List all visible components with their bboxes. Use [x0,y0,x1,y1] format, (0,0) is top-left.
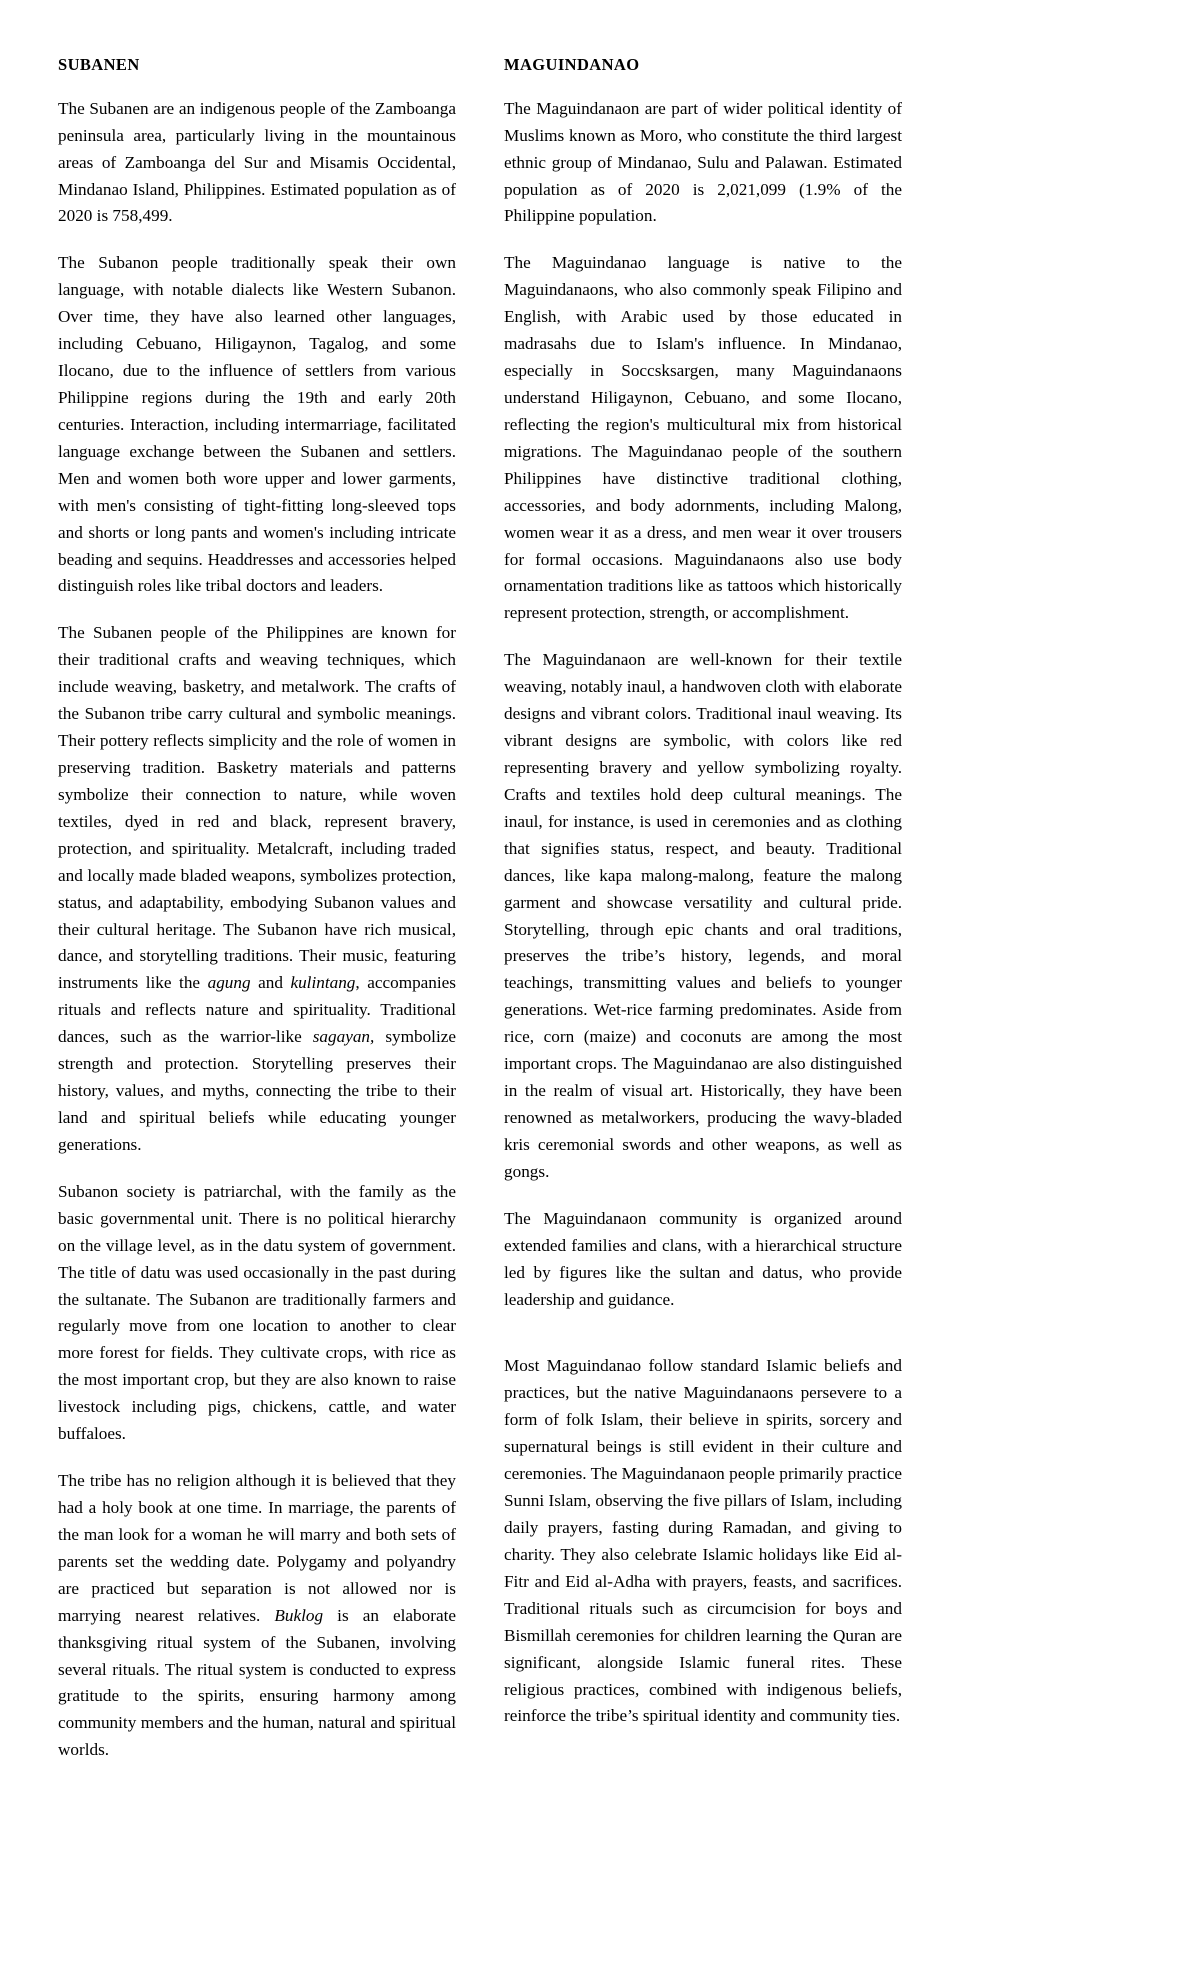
left-paragraph-3-text-c: , accompanies rituals and reflects nature and spirituality. Traditional dances, such as the warrior-like [58,973,456,1047]
right-paragraph-4: The Maguindanaon community is organized around extended families and clans, with a hierarchical structure led by figures like the sultan and datus, who provide leadership and guidance. [504,1208,902,1309]
italic-term-buklog: Buklog [274,1605,324,1625]
left-paragraph-5-text-b: is an elaborate thanksgiving ritual system of the Subanen, involving several rituals. The ritual system is conducted to express gratitude to the spirits, ensuring harmony among community members and the human, natural and spiritual worlds. [58,1605,456,1760]
italic-term-sagayan: sagayan, [312,1027,375,1047]
right-paragraph-5: Most Maguindanao follow standard Islamic beliefs and practices, but the native Maguindanaons persevere to a form of folk Islam, their believe in spirits, sorcery and supernatural beings is still evident in their culture and ceremonies. The Maguindanaon people primarily practice Sunni Islam, observing the five pillars of Islam, including daily prayers, fasting during Ramadan, and giving to charity. They also celebrate Islamic holidays like Eid al-Fitr and Eid al-Adha with prayers, feasts, and sacrifices. Traditional rituals such as circumcision for boys and Bismillah ceremonies for children learning the Quran are significant, alongside Islamic funeral rites. These religious practices, combined with indigenous beliefs, reinforce the tribe’s spiritual identity and community ties. [504,1356,902,1726]
left-paragraph-3 [58,620,456,1158]
left-paragraph-1: The Subanen are an indigenous people of the Zamboanga peninsula area, particularly living in the mountainous areas of Zamboanga del Sur and Misamis Occidental, Mindanao Island, Philippines. Estimated population as of 2020 is 758,499. [58,98,456,226]
two-column-layout [58,55,1140,1764]
italic-term-kulintang: kulintang [290,973,356,993]
right-section-heading: MAGUINDANAO [504,55,640,74]
left-paragraph-2: The Subanon people traditionally speak their own language, with notable dialects like Western Subanon. Over time, they have also learned other languages, including Cebuano, Hiligaynon, Tagalog, and some Ilocano, due to the influence of settlers from various Philippine regions during the 19th and early 20th centuries. Interaction, including intermarriage, facilitated language exchange between the Subanen and settlers. Men and women both wore upper and lower garments, with men's consisting of tight-fitting long-sleeved tops and shorts or long pants and women's including intricate beading and sequins. Headdresses and accessories helped distinguish roles like tribal doctors and leaders. [58,253,456,596]
right-column-maguindanao [504,55,902,1730]
italic-term-agung: agung [207,973,251,993]
right-paragraph-2: The Maguindanao language is native to the Maguindanaons, who also commonly speak Filipino and English, with Arabic used by those educated in madrasahs due to Islam's influence. In Mindanao, especially in Soccsksargen, many Maguindanaons understand Hiligaynon, Cebuano, and some Ilocano, reflecting the region's multicultural mix from historical migrations. The Maguindanao people of the southern Philippines have distinctive traditional clothing, accessories, and body adornments, including Malong, women wear it as a dress, and men wear it over trousers for formal occasions. Maguindanaons also use body ornamentation traditions like as tattoos which historically represent protection, strength, or accomplishment. [504,253,902,623]
right-paragraph-3: The Maguindanaon are well-known for their textile weaving, notably inaul, a handwoven cloth with elaborate designs and vibrant colors. Traditional inaul weaving. Its vibrant designs are symbolic, with colors like red representing bravery and yellow symbolizing royalty. Crafts and textiles hold deep cultural meanings. The inaul, for instance, is used in ceremonies and as clothing that signifies status, respect, and beauty. Traditional dances, like kapa malong-malong, feature the malong garment and showcase versatility and cultural pride. Storytelling, through epic chants and oral traditions, preserves the tribe’s history, legends, and moral teachings, transmitting values and beliefs to younger generations. Wet-rice farming predominates. Aside from rice, corn (maize) and coconuts are among the most important crops. The Maguindanao are also distinguished in the realm of visual art. Historically, they have been renowned as metalworkers, producing the wavy-bladed kris ceremonial swords and other weapons, as well as gongs. [504,650,902,1181]
left-paragraph-5 [58,1468,456,1764]
left-paragraph-3-text-a: The Subanen people of the Philippines are known for their traditional crafts and weaving techniques, which include weaving, basketry, and metalwork. The crafts of the Subanon tribe carry cultural and symbolic meanings. Their pottery reflects simplicity and the role of women in preserving tradition. Basketry materials and patterns symbolize their connection to nature, while woven textiles, dyed in red and black, represent bravery, protection, and spirituality. Metalcraft, including traded and locally made bladed weapons, symbolizes protection, status, and adaptability, embodying Subanon values and their cultural heritage. The Subanon have rich musical, dance, and storytelling traditions. Their music, featuring instruments like the [58,623,456,993]
left-column-subanen [58,55,456,1764]
left-paragraph-5-text-a: The tribe has no religion although it is believed that they had a holy book at one time. In marriage, the parents of the man look for a woman he will marry and both sets of parents set the wedding date. Polygamy and polyandry are practiced but separation is not allowed nor is marrying nearest relatives. [58,1471,456,1625]
left-paragraph-3-text-d: symbolize strength and protection. Storytelling preserves their history, values, and myths, connecting the tribe to their land and spiritual beliefs while educating younger generations. [58,1027,456,1154]
left-paragraph-3-text-b: and [250,973,291,993]
left-paragraph-4: Subanon society is patriarchal, with the family as the basic governmental unit. There is no political hierarchy on the village level, as in the datu system of government. The title of datu was used occasionally in the past during the sultanate. The Subanon are traditionally farmers and regularly move from one location to another to clear more forest for fields. They cultivate crops, with rice as the most important crop, but they are also known to raise livestock including pigs, chickens, cattle, and water buffaloes. [58,1181,456,1444]
left-section-heading: SUBANEN [58,55,140,74]
right-paragraph-1: The Maguindanaon are part of wider political identity of Muslims known as Moro, who constitute the third largest ethnic group of Mindanao, Sulu and Palawan. Estimated population as of 2020 is 2,021,099 (1.9% of the Philippine population. [504,98,902,226]
